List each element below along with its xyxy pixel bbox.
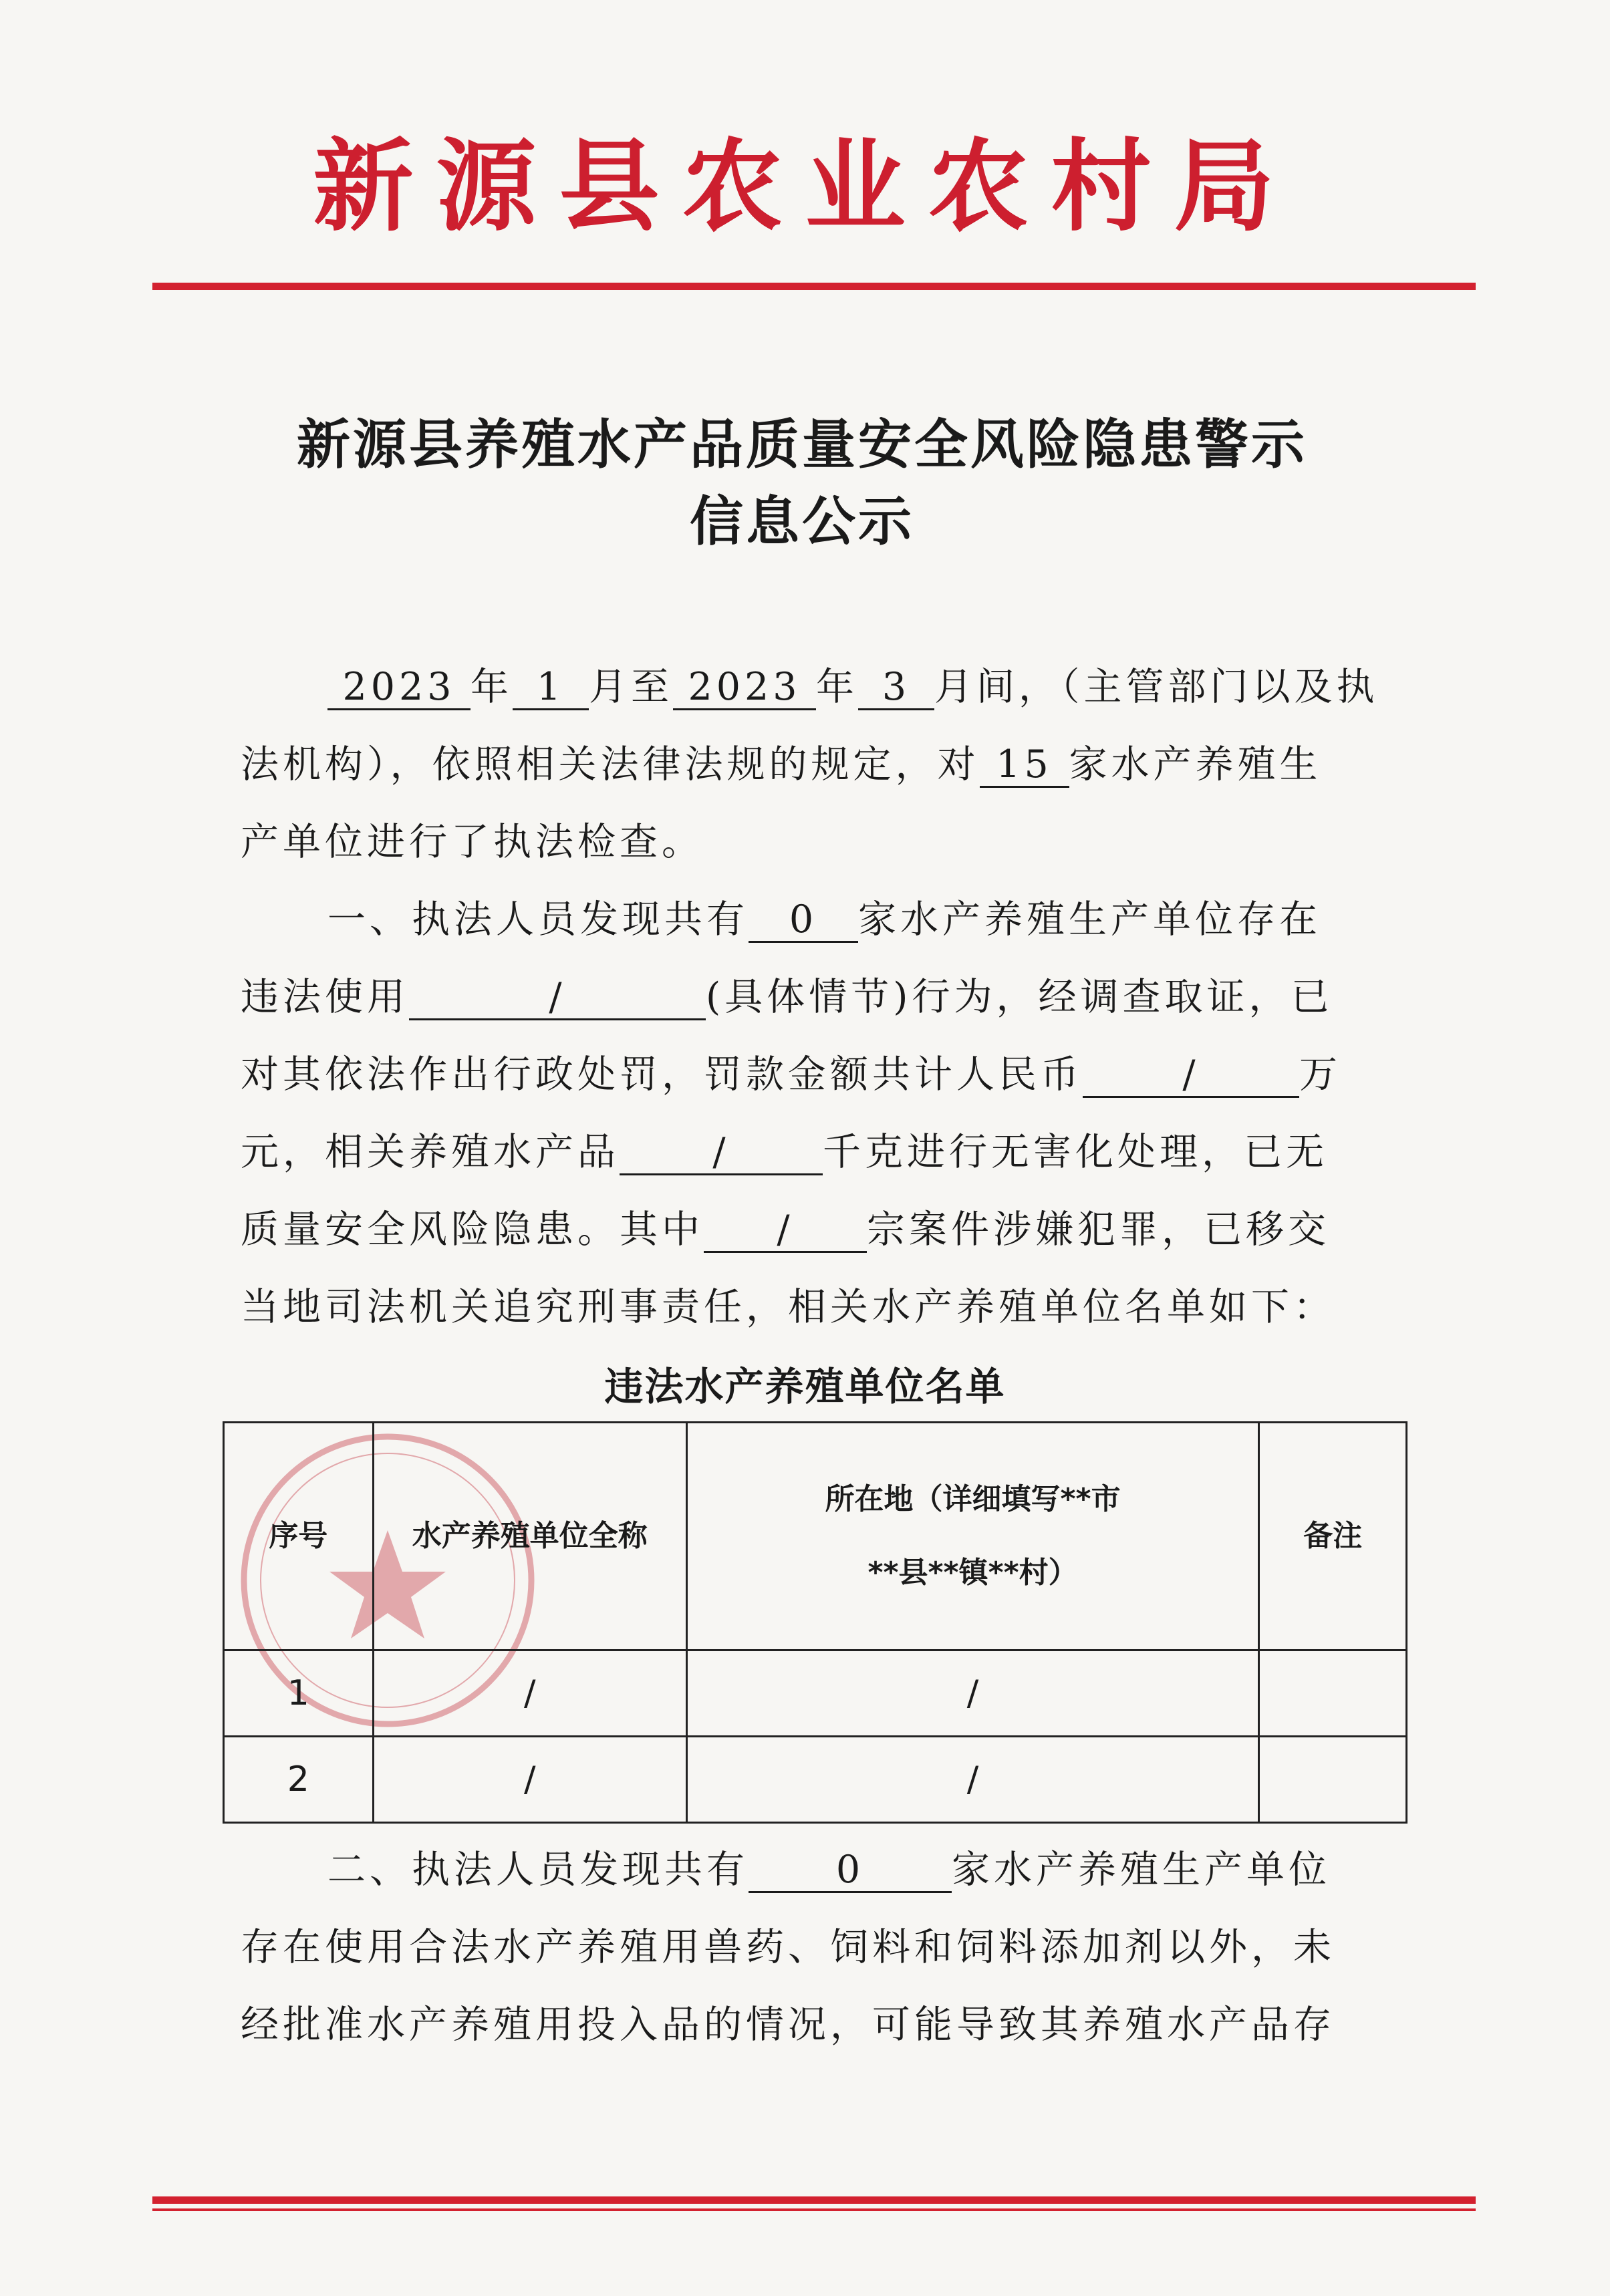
doc-title-line1: 新源县养殖水产品质量安全风险隐患警示 — [297, 413, 1307, 476]
header-location: 所在地（详细填写**市 **县**镇**村） — [686, 1423, 1259, 1651]
row-location: / — [686, 1651, 1259, 1737]
unit-count-blank: 15 — [980, 743, 1069, 788]
kilogram-blank: / — [620, 1131, 823, 1175]
table-row — [224, 1651, 1407, 1737]
intro-paragraph: 2023 年 1 月至 2023 年 3 月间，（主管部门以及执 法机构），依照相关法律法规的规定，对 15 家水产养殖生 产单位进行了执法检查。 — [241, 665, 1379, 864]
row-note — [1259, 1651, 1407, 1737]
section2-paragraph: 二、执法人员发现共有 0 家水产养殖生产单位 存在使用合法水产养殖用兽药、饲料和饲料添加剂以外，未 经批准水产养殖用投入品的情况，可能导致其养殖水产品存 — [241, 1848, 1335, 2047]
criminal-cases-blank: / — [704, 1208, 867, 1253]
doc-title-line2: 信息公示 — [690, 490, 914, 553]
table-header-row — [224, 1423, 1407, 1651]
fine-amount-blank: / — [1083, 1053, 1299, 1098]
row-note — [1259, 1737, 1407, 1823]
row-location: / — [686, 1737, 1259, 1823]
table-caption: 违法水产养殖单位名单 — [604, 1364, 1006, 1409]
month-start-blank: 1 — [513, 666, 589, 710]
row-name: / — [373, 1651, 686, 1737]
violation-count-blank: 0 — [749, 898, 858, 943]
month-end-blank: 3 — [858, 666, 934, 710]
year-end-blank: 2023 — [673, 666, 816, 710]
detail-blank: / — [409, 976, 706, 1020]
row-name: / — [373, 1737, 686, 1823]
section1-paragraph: 一、执法人员发现共有 0 家水产养殖生产单位存在 违法使用 / (具体情节)行为，经调查取证，已 对其依法作出行政处罚，罚款金额共计人民币 / 万 元，相关养殖水产品 / 千克进行无害化处理，已无 质量安全风险隐患。其中 / 宗案件涉嫌犯罪，已移交 当地司法机关追究刑事责任，相关水产养殖单位名单如下： — [241, 897, 1341, 1329]
violation-units-table — [223, 1421, 1407, 1824]
letterhead-org-name: 新源县农业农村局 — [313, 129, 1297, 245]
year-start-blank: 2023 — [327, 666, 471, 710]
row-seq: 1 — [224, 1651, 374, 1737]
header-seq: 序号 — [224, 1423, 374, 1651]
unapproved-count-blank: 0 — [749, 1848, 952, 1893]
letterhead-divider — [152, 283, 1476, 290]
row-seq: 2 — [224, 1737, 374, 1823]
footer-rule-bottom — [152, 2208, 1476, 2211]
header-note: 备注 — [1259, 1423, 1407, 1651]
table-row — [224, 1737, 1407, 1823]
header-name: 水产养殖单位全称 — [373, 1423, 686, 1651]
footer-rule-top — [152, 2196, 1476, 2204]
